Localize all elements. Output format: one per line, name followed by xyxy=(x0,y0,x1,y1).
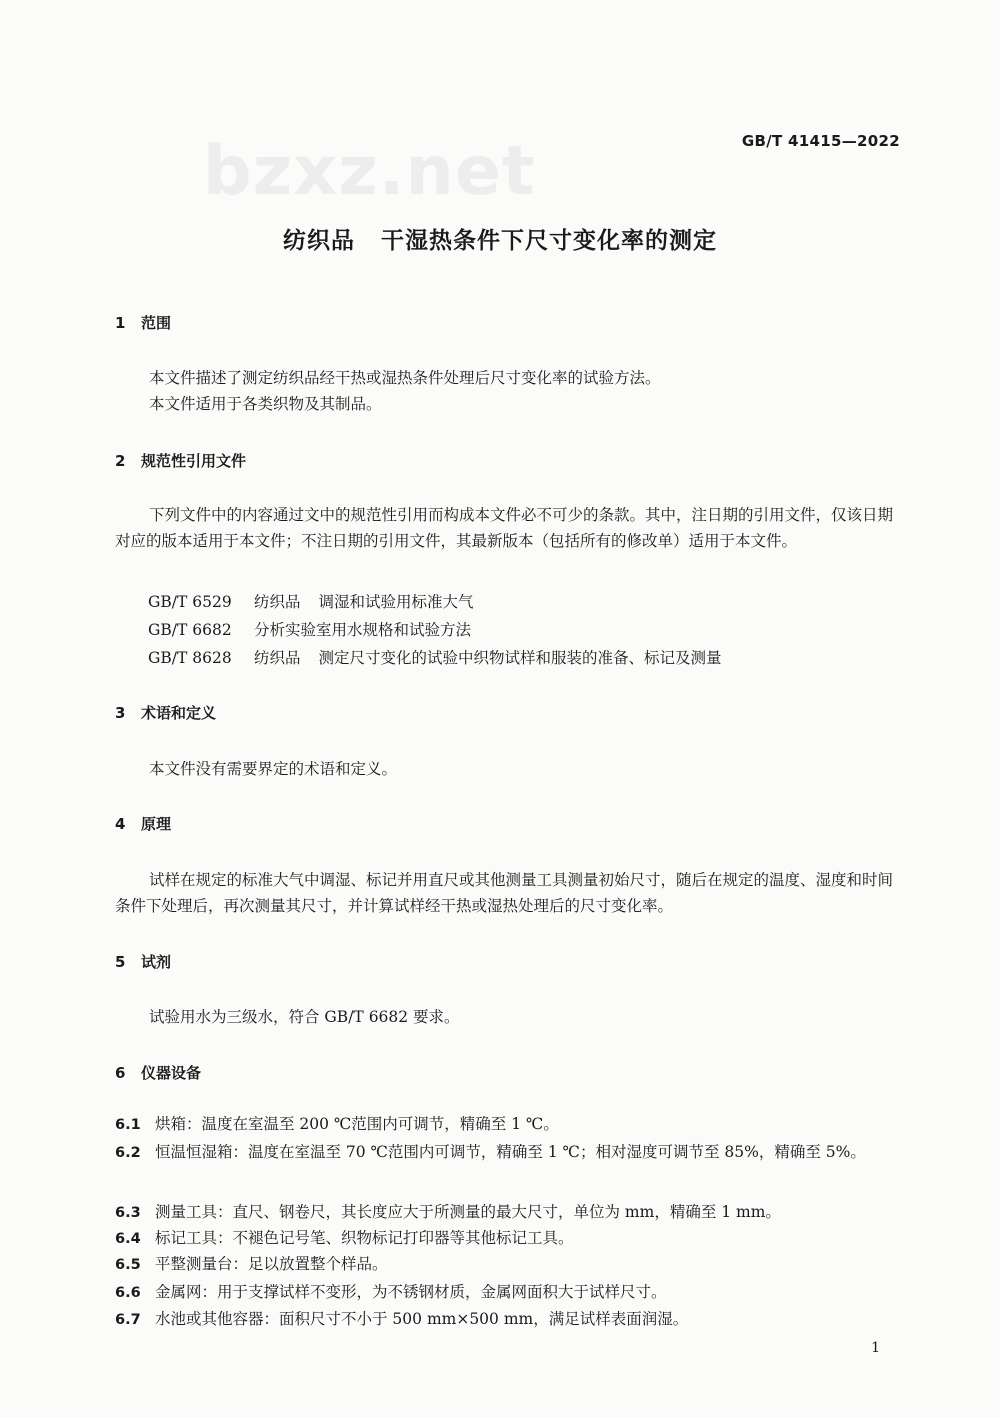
paragraph: 本文件描述了测定纺织品经干热或湿热条件处理后尺寸变化率的试验方法。 xyxy=(149,369,661,387)
paragraph: 试样在规定的标准大气中调湿、标记并用直尺或其他测量工具测量初始尺寸，随后在规定的温度、湿度和时间条件下处理后，再次测量其尺寸，并计算试样经干热或湿热处理后的尺寸变化率。 xyxy=(115,871,894,915)
section-number: 6 xyxy=(115,1064,126,1082)
reference-title: 纺织品 xyxy=(254,593,301,611)
title-part2: 干湿热条件下尺寸变化率的测定 xyxy=(381,228,717,254)
equipment-item xyxy=(115,1225,903,1252)
section-number: 2 xyxy=(115,452,126,470)
item-number: 6.2 xyxy=(115,1145,141,1161)
section-title: 术语和定义 xyxy=(141,704,217,722)
reference-code: GB/T 6529 xyxy=(148,593,232,611)
item-text: 平整测量台：足以放置整个样品。 xyxy=(155,1255,388,1273)
section-number: 5 xyxy=(115,953,126,971)
section-heading-6 xyxy=(115,1062,201,1083)
equipment-item xyxy=(115,1251,903,1278)
section-number: 3 xyxy=(115,704,126,722)
paragraph: 本文件适用于各类织物及其制品。 xyxy=(149,395,382,413)
reference-title: 纺织品 xyxy=(254,649,301,667)
section-heading-2 xyxy=(115,450,246,471)
reference-code: GB/T 8628 xyxy=(148,649,232,667)
reference-title: 分析实验室用水规格和试验方法 xyxy=(254,621,472,639)
reference-subtitle: 测定尺寸变化的试验中织物试样和服装的准备、标记及测量 xyxy=(318,649,722,667)
equipment-item xyxy=(115,1111,903,1138)
reference-subtitle: 调湿和试验用标准大气 xyxy=(318,593,474,611)
item-number: 6.1 xyxy=(115,1117,141,1133)
item-number: 6.5 xyxy=(115,1257,141,1273)
item-text: 烘箱：温度在室温至 200 ℃范围内可调节，精确至 1 ℃。 xyxy=(155,1115,559,1133)
standard-number: GB/T 41415—2022 xyxy=(741,132,900,150)
reference-item xyxy=(148,590,474,612)
reference-code: GB/T 6682 xyxy=(148,621,232,639)
item-text: 恒温恒湿箱：温度在室温至 70 ℃范围内可调节，精确至 1 ℃；相对湿度可调节至 85%，精确至 5%。 xyxy=(155,1143,866,1161)
document-title xyxy=(0,222,1000,255)
paragraph: 下列文件中的内容通过文中的规范性引用而构成本文件必不可少的条款。其中，注日期的引用文件，仅该日期对应的版本适用于本文件；不注日期的引用文件，其最新版本（包括所有的修改单）适用于本文件。 xyxy=(115,506,894,550)
section-heading-4 xyxy=(115,813,171,834)
section-title: 规范性引用文件 xyxy=(141,452,247,470)
item-text: 测量工具：直尺、钢卷尺，其长度应大于所测量的最大尺寸，单位为 mm，精确至 1 mm。 xyxy=(155,1203,781,1221)
item-text: 标记工具：不褪色记号笔、织物标记打印器等其他标记工具。 xyxy=(155,1229,574,1247)
section-heading-5 xyxy=(115,951,171,972)
watermark: bzxz.net xyxy=(203,132,536,211)
equipment-item xyxy=(115,1139,903,1166)
section-heading-3 xyxy=(115,702,216,723)
item-number: 6.4 xyxy=(115,1231,141,1247)
reference-item xyxy=(148,646,722,668)
item-number: 6.6 xyxy=(115,1285,141,1301)
reference-item xyxy=(148,618,471,640)
section-number: 1 xyxy=(115,314,126,332)
equipment-item xyxy=(115,1199,903,1226)
paragraph: 试验用水为三级水，符合 GB/T 6682 要求。 xyxy=(149,1008,460,1026)
section-title: 范围 xyxy=(141,314,172,332)
equipment-item xyxy=(115,1279,903,1306)
item-text: 金属网：用于支撑试样不变形，为不锈钢材质，金属网面积大于试样尺寸。 xyxy=(155,1283,667,1301)
page-number: 1 xyxy=(871,1340,880,1356)
item-number: 6.3 xyxy=(115,1205,141,1221)
section-title: 仪器设备 xyxy=(141,1064,202,1082)
section-number: 4 xyxy=(115,815,126,833)
paragraph: 本文件没有需要界定的术语和定义。 xyxy=(149,760,398,778)
equipment-item xyxy=(115,1306,903,1333)
title-part1: 纺织品 xyxy=(283,228,355,254)
section-title: 试剂 xyxy=(141,953,172,971)
section-heading-1 xyxy=(115,312,171,333)
section-title: 原理 xyxy=(141,815,172,833)
item-text: 水池或其他容器：面积尺寸不小于 500 mm×500 mm，满足试样表面润湿。 xyxy=(155,1310,689,1328)
item-number: 6.7 xyxy=(115,1312,141,1328)
